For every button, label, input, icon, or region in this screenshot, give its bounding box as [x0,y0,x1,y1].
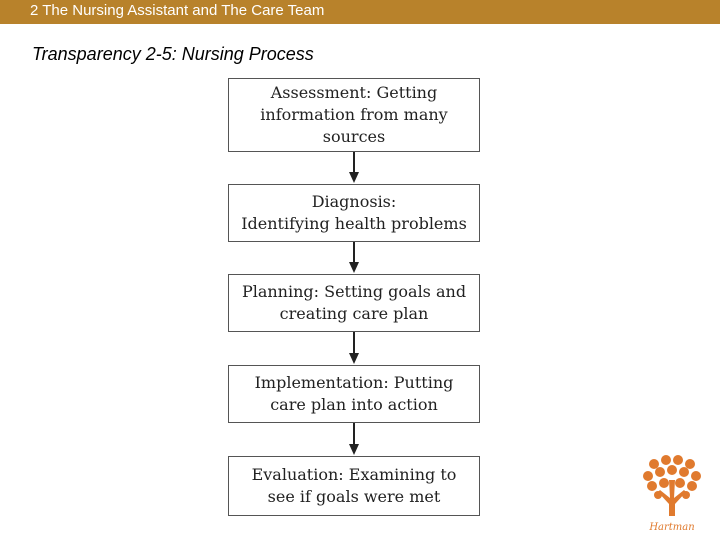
step-implementation-line-2: care plan into action [270,395,438,414]
arrow-down-icon [346,242,362,274]
step-planning-line-2: creating care plan [279,304,429,323]
header-title: 2 The Nursing Assistant and The Care Team [30,2,325,19]
step-assessment-line-3: sources [322,127,386,146]
step-implementation-line-1: Implementation: Putting [254,373,454,392]
step-evaluation-line-1: Evaluation: Examining to [251,465,457,484]
step-assessment-line-2: information from many [260,105,448,124]
header-bar [0,0,720,24]
step-diagnosis-line-1: Diagnosis: [311,192,397,211]
slide-subtitle: Transparency 2-5: Nursing Process [32,44,314,64]
step-diagnosis-line-2: Identifying health problems [241,214,467,233]
logo-text: Hartman [649,522,695,533]
arrow-down-icon [346,332,362,365]
step-assessment-box [228,78,480,152]
arrow-down-icon [346,423,362,456]
arrow-down-icon [346,152,362,184]
hartman-logo-icon [640,454,704,534]
step-assessment-line-1: Assessment: Getting [270,83,438,102]
step-evaluation-box [228,456,480,516]
step-evaluation-line-2: see if goals were met [267,487,441,506]
step-diagnosis-box [228,184,480,242]
step-planning-box [228,274,480,332]
step-planning-line-1: Planning: Setting goals and [241,282,467,301]
step-implementation-box [228,365,480,423]
